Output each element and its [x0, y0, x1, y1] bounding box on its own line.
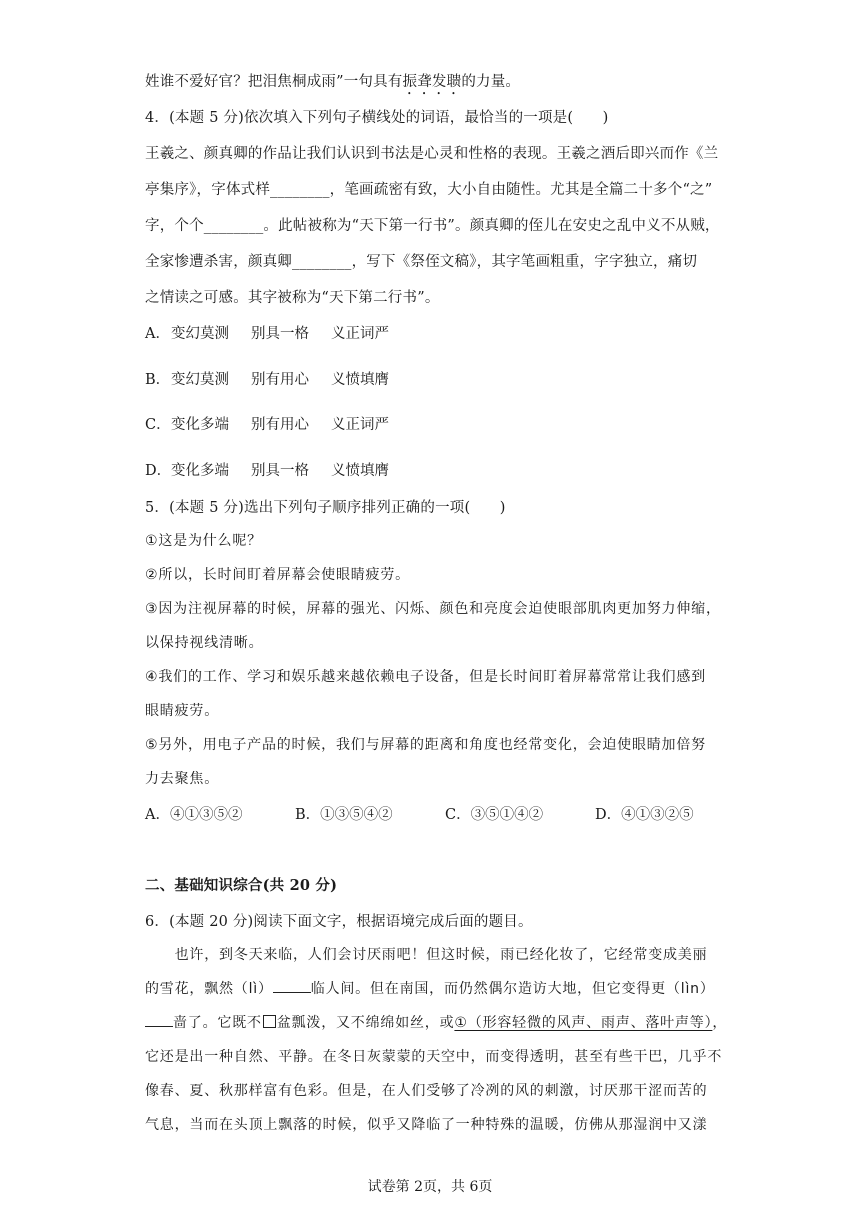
- q5-option-d[interactable]: D．④①③②⑤: [595, 807, 694, 823]
- underlined-hint: ①（形容轻微的风声、雨声、落叶声等）: [454, 1015, 713, 1031]
- q4-option-b[interactable]: B． 变幻莫测 别有用心 义愤填膺: [145, 372, 389, 388]
- q6-passage-line: 也许，到冬天来临，人们会讨厌雨吧！但这时候，雨已经化妆了，它经常变成美丽: [145, 947, 708, 963]
- q5-option-b[interactable]: B．①③⑤④②: [295, 807, 393, 823]
- carryover-text: 姓谁不爱好官？把泪焦桐成雨”一句具有: [145, 74, 403, 90]
- q5-sentence: ⑤另外，用电子产品的时候，我们与屏幕的距离和角度也经常变化，会迫使眼睛加倍努: [145, 737, 706, 753]
- q4-passage-line: 全家惨遭杀害，颜真卿________，写下《祭侄文稿》，其字笔画粗重，字字独立，痛切: [145, 254, 698, 270]
- fill-blank[interactable]: [145, 1012, 173, 1027]
- q5-sentence-cont: 眼睛疲劳。: [145, 703, 219, 719]
- q4-option-c[interactable]: C． 变化多端 别有用心 义正词严: [145, 417, 389, 433]
- q5-sentence-cont: 力去聚焦。: [145, 771, 219, 787]
- q5-stem: 5．(本题 5 分)选出下列句子顺序排列正确的一项( ): [145, 500, 506, 516]
- carryover-suffix: 的力量。: [461, 74, 521, 90]
- q5-sentence-cont: 以保持视线清晰。: [145, 635, 264, 651]
- section-2-heading: 二、基础知识综合(共 20 分): [145, 877, 338, 894]
- q4-passage-line: 字，个个________。此帖被称为“天下第一行书”。颜真卿的侄儿在安史之乱中义不从贼，: [145, 218, 720, 234]
- q4-passage-line: 王羲之、颜真卿的作品让我们认识到书法是心灵和性格的表现。王羲之酒后即兴而作《兰: [145, 146, 719, 162]
- emphasized-word: 振聋发聩: [402, 74, 462, 90]
- page-footer: 试卷第 2页，共 6页: [367, 1179, 493, 1195]
- q5-sentence: ④我们的工作、学习和娱乐越来越依赖电子设备，但是长时间盯着屏幕常常让我们感到: [145, 669, 706, 685]
- q4-option-d[interactable]: D． 变化多端 别具一格 义愤填膺: [145, 463, 389, 479]
- q4-passage-line: 亭集序》，字体式样________，笔画疏密有致，大小自由随性。尤其是全篇二十多个“之”: [145, 182, 713, 198]
- q4-stem: 4．(本题 5 分)依次填入下列句子横线处的词语，最恰当的一项是( ): [145, 110, 609, 126]
- q6-passage-line: 啬了。它既不 盆瓢泼，又不绵绵如丝，或①（形容轻微的风声、雨声、落叶声等），: [145, 1012, 727, 1032]
- fill-blank[interactable]: [273, 978, 311, 993]
- q4-option-a[interactable]: A． 变幻莫测 别具一格 义正词严: [145, 326, 389, 342]
- carryover-line: [145, 70, 520, 98]
- q6-stem: 6．(本题 20 分)阅读下面文字，根据语境完成后面的题目。: [145, 914, 533, 930]
- q6-passage-line: 气息，当而在头顶上飘落的时候，似乎又降临了一种特殊的温暖，仿佛从那湿润中又漾: [145, 1117, 708, 1133]
- q6-passage-line: 它还是出一种自然、平静。在冬日灰蒙蒙的天空中，而变得透明，甚至有些干巴，几乎不: [145, 1049, 723, 1065]
- blank-box[interactable]: [263, 1015, 276, 1028]
- q5-option-c[interactable]: C．③⑤①④②: [445, 807, 544, 823]
- q5-sentence: ①这是为什么呢？: [145, 533, 262, 549]
- q5-option-a[interactable]: A．④①③⑤②: [145, 807, 243, 823]
- q6-passage-line: 的雪花，飘然（lì） 临人间。但在南国，而仍然偶尔造访大地，但它变得更（lìn）: [145, 978, 715, 998]
- q5-sentence: ③因为注视屏幕的时候，屏幕的强光、闪烁、颜色和亮度会迫使眼部肌肉更加努力伸缩，: [145, 601, 721, 617]
- q6-passage-line: 像春、夏、秋那样富有色彩。但是，在人们受够了冷冽的风的刺激，讨厌那干涩而苦的: [145, 1083, 708, 1099]
- q4-passage-line: 之情读之可感。其字被称为“天下第二行书”。: [145, 290, 440, 306]
- q5-sentence: ②所以，长时间盯着屏幕会使眼睛疲劳。: [145, 567, 410, 583]
- q5-options: [145, 803, 694, 824]
